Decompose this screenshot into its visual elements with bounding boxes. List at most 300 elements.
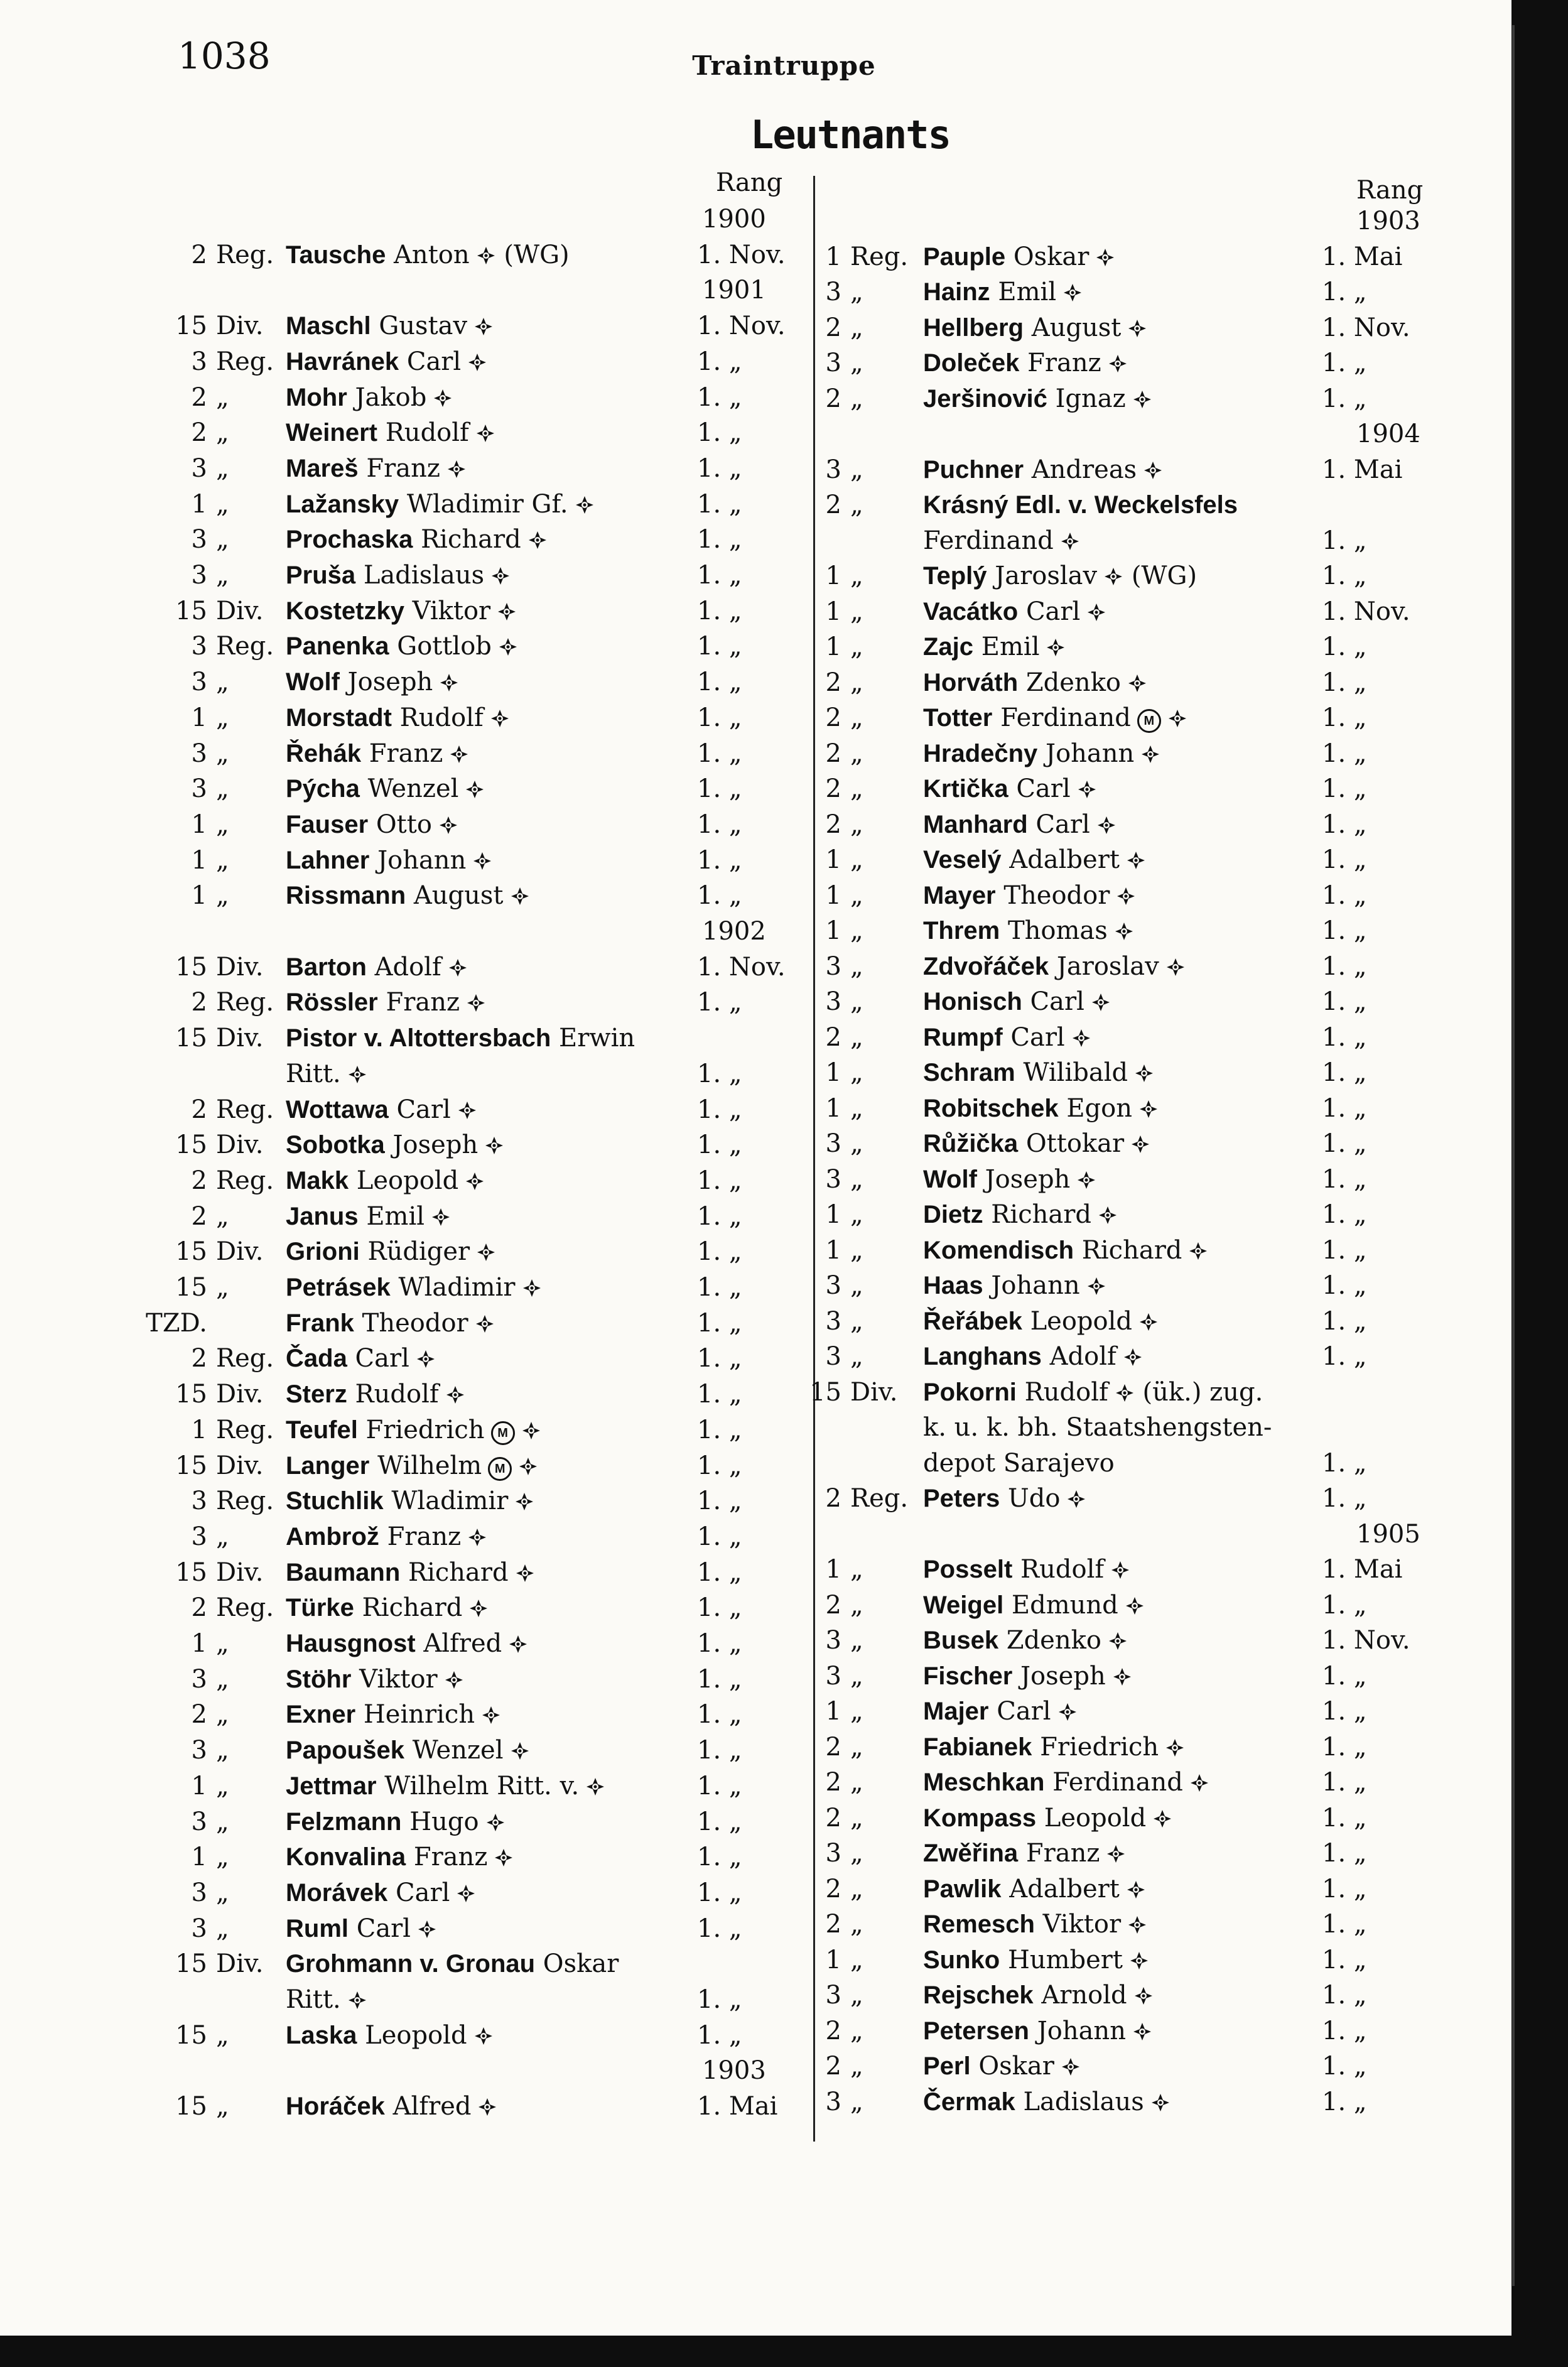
officer-name [286,1949,619,1978]
surname: Maschl [286,312,371,340]
unit-type: Div. [216,1024,264,1053]
rank-date: 1. „ [1322,703,1367,732]
officer-name [923,455,1163,484]
surname: Stuchlik [286,1487,384,1515]
rank-date: 1. „ [1322,916,1367,945]
merit-cross-icon [485,1812,506,1833]
merit-cross-icon [1126,1880,1146,1900]
given-name: Adolf [374,952,441,982]
given-name: Franz [387,1522,462,1551]
given-name: Wenzel [367,774,459,804]
rank-date: 1. Nov. [697,311,786,341]
given-name: Oskar [543,1949,619,1979]
merit-cross-icon [518,1456,538,1476]
unit-number: 2 [825,1803,841,1833]
surname: Sterz [286,1380,347,1409]
unit-number: 3 [191,561,207,590]
unit-number: 3 [825,1661,841,1691]
rank-date: 1. „ [1322,739,1367,768]
unit-type: „ [216,1878,229,1907]
year-label: 1900 [702,205,766,234]
officer-name [286,1166,485,1195]
given-name: Ladislaus [363,561,485,590]
given-name: Adolf [1049,1342,1117,1371]
unit-type: Reg. [216,240,274,269]
rank-date: 1. „ [1322,1981,1367,2010]
merit-cross-icon [1057,1702,1078,1722]
given-name: Joseph [1020,1661,1106,1691]
unit-type: „ [216,525,229,555]
officer-name [923,1200,1118,1229]
year-label: 1901 [702,276,766,305]
unit-type: „ [850,880,863,910]
merit-cross-icon [1140,744,1160,764]
rank-date: 1. „ [697,1059,742,1088]
given-name: Carl [396,1878,450,1907]
unit-type: „ [850,455,863,484]
surname: Zwěřina [923,1839,1019,1867]
merit-cross-icon [585,1777,605,1797]
given-name: Wladimir Gf. [406,489,568,519]
officer-name [286,846,492,875]
surname: Posselt [923,1556,1013,1583]
unit-number: 2 [191,1593,207,1623]
merit-cross-icon [484,1135,504,1156]
surname: Kompass [923,1804,1037,1832]
surname: Zdvořáček [923,952,1049,980]
officer-name [923,1626,1128,1655]
unit-number: 3 [825,455,841,484]
given-name: Emil [981,632,1040,661]
rank-date: 1. „ [1322,2087,1367,2116]
merit-cross-icon [1086,1276,1106,1296]
unit-type: „ [850,278,863,306]
rank-date: 1. „ [697,774,742,804]
surname: Morstadt [286,703,392,732]
surname: Sobotka [286,1131,385,1159]
unit-type: „ [850,987,863,1016]
rank-date: 1. „ [1322,1200,1367,1229]
given-name: Franz [386,988,460,1017]
merit-cross-icon [1108,354,1128,374]
rank-date: 1. „ [697,1095,742,1124]
surname: Růžička [923,1130,1019,1157]
name-continuation [286,1059,367,1088]
merit-cross-icon [473,317,494,337]
unit-number: 1 [825,1093,841,1123]
given-name: Ottokar [1025,1129,1125,1158]
given-name: Egon [1066,1093,1132,1123]
given-name: Erwin [559,1024,635,1053]
surname: Stöhr [286,1665,352,1693]
officer-name [286,739,469,768]
unit-number: 15 [175,1024,207,1053]
officer-name [286,418,495,447]
unit-type: Reg. [216,1593,274,1623]
officer-name [286,597,517,626]
rank-date: 1. „ [697,1736,742,1765]
surname: Pruša [286,561,356,589]
unit-number: 3 [191,1807,207,1836]
rank-date: 1. „ [697,1166,742,1195]
given-name: Hugo [409,1807,479,1836]
unit-number: 3 [825,1342,841,1371]
unit-type: „ [850,561,863,590]
unit-type: „ [850,1164,863,1194]
rank-date: 1. „ [1322,1129,1367,1158]
officer-name [923,561,1197,590]
surname: Krásný Edl. v. Weckelsfels [923,491,1238,519]
rank-date: 1. „ [1322,1484,1367,1513]
surname: Schram [923,1059,1015,1086]
officer-name [923,739,1160,768]
merit-cross-icon [1133,1986,1154,2006]
unit-type: „ [850,1661,863,1691]
unit-number: 3 [191,1736,207,1765]
merit-cross-icon [431,1207,451,1227]
given-name: Johann [991,1271,1080,1300]
merit-cross-icon [347,1064,367,1085]
rank-date: 1. „ [697,1914,742,1943]
unit-type: „ [850,1874,863,1904]
officer-name [923,632,1066,661]
unit-type: „ [850,632,863,661]
officer-name [286,1522,487,1551]
annotation: (WG) [504,240,570,269]
officer-name [286,632,518,661]
officer-name [923,2088,1171,2116]
officer-name [286,1344,436,1373]
merit-cross-icon [515,1563,535,1583]
unit-number: 3 [191,632,207,661]
officer-name [286,1878,476,1907]
unit-type: „ [216,1843,229,1872]
officer-name [923,242,1115,271]
surname: Morávek [286,1878,388,1907]
unit-type: „ [850,1981,863,2010]
unit-number: 2 [825,1732,841,1762]
rank-date: 1. „ [697,1201,742,1231]
merit-cross-icon [510,886,530,906]
given-name: Anton [394,240,470,269]
officer-name [923,1946,1149,1974]
rank-date: 1. „ [1322,810,1367,839]
officer-name [286,703,510,732]
rank-date: 1. „ [1322,880,1367,910]
unit-type: „ [850,739,863,768]
merit-cross-icon [1150,2093,1171,2113]
unit-type: „ [216,1736,229,1765]
officer-name [923,2017,1152,2045]
merit-cross-icon [490,708,510,729]
unit-number: 1 [191,845,207,875]
unit-type: „ [216,1664,229,1694]
rank-date: 1. „ [1322,1448,1367,1478]
unit-number: 3 [825,951,841,981]
given-name: Wladimir [391,1487,509,1516]
surname: Doleček [923,349,1020,377]
merit-cross-icon [481,1705,501,1725]
merit-cross-icon [575,495,595,515]
merit-cross-icon [490,566,511,586]
name-continuation [923,1413,1272,1442]
name-continuation [286,1985,367,2014]
unit-number: 3 [825,987,841,1016]
unit-type: „ [850,1058,863,1087]
rank-date: 1. „ [697,1985,742,2014]
surname: Papoušek [286,1736,404,1765]
surname: Grioni [286,1238,360,1266]
merit-cross-icon [456,1883,476,1904]
annotation: (ük.) zug. [1142,1377,1263,1407]
surname: Exner [286,1701,356,1729]
officer-name [923,845,1146,874]
rank-date: 1. „ [1322,987,1367,1016]
unit-number: 2 [825,1022,841,1052]
unit-number: 2 [825,703,841,732]
unit-number: 1 [825,1945,841,1974]
unit-type: Div. [216,1130,264,1160]
unit-type: „ [216,1273,229,1302]
unit-number: 15 [175,1130,207,1160]
unit-number: 1 [191,1771,207,1801]
rank-date: 1. „ [697,1487,742,1516]
surname: Puchner [923,455,1024,484]
unit-number: 3 [191,774,207,804]
merit-cross-icon [527,530,548,550]
unit-type: Div. [216,952,264,982]
officer-name [923,1804,1172,1833]
unit-number: 1 [825,1058,841,1087]
surname: Pýcha [286,775,360,803]
given-name: Alfred [392,2092,472,2121]
merit-cross-icon [1114,921,1134,941]
unit-number: 2 [825,2016,841,2045]
surname: Ruml [286,1914,349,1942]
surname: Fischer [923,1662,1013,1690]
merit-cross-icon [416,1349,436,1369]
rank-date: 1. Nov. [1322,597,1410,626]
given-name: Johann [1037,2016,1126,2045]
unit-number: 15 [175,2020,207,2050]
unit-type: „ [850,774,863,803]
officer-name [923,1875,1146,1904]
merit-cross-icon [497,602,517,622]
unit-type: „ [216,1201,229,1231]
officer-name [923,1839,1126,1868]
officer-name [286,241,570,269]
surname: Meschkan [923,1768,1045,1796]
merit-cross-icon [476,246,496,266]
surname: Barton [286,953,367,981]
unit-number: 2 [825,668,841,697]
rank-date: 1. „ [697,1344,742,1373]
merit-cross-icon [1188,1241,1208,1261]
rank-date: 1. „ [1322,1732,1367,1762]
given-name: Alfred [423,1629,502,1658]
surname: Horváth [923,668,1019,696]
officer-name [286,383,453,412]
annotation: (WG) [1131,561,1198,590]
unit-number: 2 [191,988,207,1017]
page-edge-shadow [1512,25,1515,2286]
unit-number: 2 [825,2052,841,2081]
given-name: Joseph [347,668,433,697]
rank-date: 1. „ [1322,1058,1367,1087]
merit-cross-icon [444,1670,464,1690]
unit-type: „ [850,1271,863,1300]
unit-type: „ [850,1732,863,1762]
merit-cross-icon [347,1990,367,2010]
unit-type: „ [850,1235,863,1265]
officer-name [286,1629,528,1658]
officer-name [923,1236,1208,1265]
surname: Wolf [923,1165,977,1193]
surname: Panenka [286,632,389,661]
given-name: Franz [1027,349,1101,377]
surname: Hradečny [923,739,1038,767]
merit-cross-icon [1062,283,1083,303]
officer-name [286,561,511,590]
unit-number: 2 [825,810,841,839]
year-label: 1905 [1356,1519,1420,1549]
merit-cross-icon [1138,1312,1159,1332]
surname: Hellberg [923,313,1024,342]
unit-number: 15 [175,1273,207,1302]
merit-cross-icon [1126,850,1146,870]
given-name: August [413,881,504,911]
officer-name [286,1095,477,1124]
merit-cross-icon [1096,815,1117,835]
surname: Pistor v. Altottersbach [286,1024,551,1053]
merit-cross-icon [468,1598,489,1618]
merit-cross-icon [1071,1028,1091,1048]
surname: Teplý [923,562,987,590]
merit-cross-icon [448,958,468,978]
unit-number: 3 [191,1878,207,1907]
unit-type: „ [850,1093,863,1123]
surname: Makk [286,1166,349,1194]
rank-date: 1. „ [1322,1271,1367,1300]
officer-name [286,668,459,696]
merit-cross-icon [449,744,469,764]
given-name: Wenzel [412,1736,504,1765]
unit-type: „ [850,1803,863,1833]
rank-date: 1. „ [697,561,742,590]
officer-name [286,1593,489,1622]
merit-cross-icon [1165,957,1186,977]
unit-number: 1 [191,1843,207,1872]
merit-cross-icon [1061,2057,1081,2077]
merit-cross-icon [476,1242,496,1262]
surname: Teufel [286,1416,358,1444]
officer-name [923,1768,1209,1797]
merit-cross-icon [477,2097,497,2117]
officer-name [286,953,468,982]
given-name: Zdenko [1025,668,1122,697]
given-name: Leopold [356,1166,459,1195]
rank-date: 1. „ [1322,2052,1367,2081]
unit-type: Div. [216,1380,264,1409]
officer-name [286,774,485,803]
given-name: Ferdinand [1000,703,1131,732]
merit-cross-icon [1189,1773,1209,1793]
unit-type: „ [850,2016,863,2045]
surname: Pawlik [923,1875,1002,1903]
unit-number: 15 [175,1451,207,1480]
officer-name [286,1665,464,1694]
unit-type: „ [216,1522,229,1551]
unit-number: 2 [191,1344,207,1373]
unit-number: 15 [175,1557,207,1587]
given-name: Leopold [365,2020,467,2050]
rank-date: 1. „ [1322,1874,1367,1904]
unit-type: „ [850,1590,863,1620]
rank-date: 1. „ [697,489,742,519]
given-name: Richard [991,1200,1091,1229]
rank-date: 1. „ [1322,1697,1367,1726]
given-name: Friedrich [365,1415,485,1444]
given-name: Edmund [1011,1590,1118,1620]
given-name: Udo [1008,1484,1061,1513]
unit-number: 1 [825,597,841,626]
surname: Perl [923,2052,971,2080]
merit-cross-icon [1046,637,1066,658]
given-name: Rudolf [355,1380,439,1409]
year-label: 1903 [1356,207,1420,236]
surname: Tausche [286,241,386,269]
unit-number: 3 [825,1129,841,1158]
officer-name [286,2021,494,2050]
surname: Manhard [923,810,1028,838]
officer-name [923,881,1136,910]
merit-cross-icon [1091,992,1111,1012]
unit-number: 3 [825,2087,841,2116]
rang-label-right: Rang [1356,176,1424,205]
rank-date: 1. Nov. [697,240,786,269]
year-label: 1904 [1356,420,1420,448]
unit-number: 3 [191,347,207,376]
rank-date: 1. „ [697,1451,742,1480]
rank-date: 1. „ [1322,561,1367,590]
unit-number: 2 [825,774,841,803]
unit-number: 3 [191,1487,207,1516]
unit-type: „ [850,2052,863,2081]
officer-name [286,347,487,376]
unit-type: „ [850,845,863,874]
merit-cross-icon [1060,531,1080,551]
rank-date: 1. „ [697,418,742,448]
unit-number: 1 [825,845,841,874]
merit-cross-icon [1129,1951,1149,1971]
rank-date: 1. „ [697,596,742,626]
unit-type: „ [216,739,229,768]
rank-date: 1. „ [697,1593,742,1623]
unit-number: 2 [191,382,207,412]
surname: Horáček [286,2093,385,2121]
unit-number: 3 [825,1164,841,1194]
unit-number: 1 [825,561,841,590]
given-name: Jaroslav [1056,951,1159,981]
given-name: Joseph [985,1164,1071,1194]
unit-number: 3 [191,668,207,697]
unit-number: 2 [191,1095,207,1124]
rank-date: 1. Nov. [1322,313,1410,342]
merit-cross-icon [439,673,459,693]
unit-type: „ [850,916,863,945]
unit-type: Reg. [216,347,274,376]
merit-cross-icon [466,993,486,1013]
